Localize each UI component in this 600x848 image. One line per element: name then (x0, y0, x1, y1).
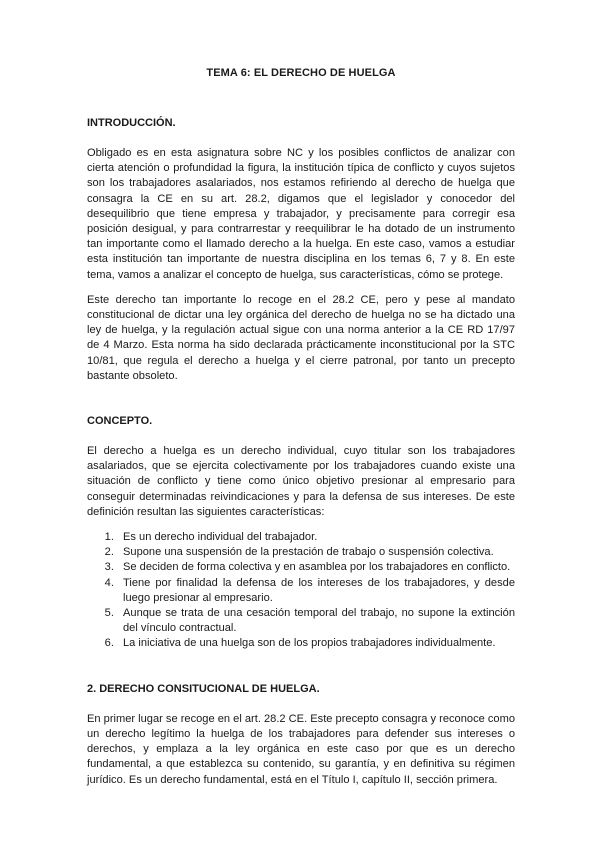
list-item: 1. Es un derecho individual del trabajador. (117, 530, 515, 545)
section-heading-introduccion: INTRODUCCIÓN. (87, 117, 176, 129)
list-item: 2. Supone una suspensión de la prestación de trabajo o suspensión colectiva. (117, 545, 515, 560)
introduccion-paragraph-2: Este derecho tan importante lo recoge en el 28.2 CE, pero y pese al mandato constitucional de dictar una ley orgánica del derecho de huelga no se ha dictado una ley de huelga, y la regulación actual sigue con una norma anterior a la CE RD 17/97 de 4 Marzo. Esta norma ha sido declarada prácticamente inconstitucional por la STC 10/81, que regula el derecho a huelga y el cierre patronal, por tanto un precepto bastante obsoleto. (87, 293, 515, 382)
list-item: 3. Se deciden de forma colectiva y en asamblea por los trabajadores en conflicto. (117, 560, 515, 575)
constitucional-paragraph: En primer lugar se recoge en el art. 28.2 CE. Este precepto consagra y reconoce como un derecho legítimo la huelga de los trabajadores para defender sus intereses o derechos, y emplaza a la ley orgánica en este caso por que es un derecho fundamental, a que establezca su contenido, su garantía, y en definitiva su régimen jurídico. Es un derecho fundamental, está en el Título I, capítulo II, sección primera. (87, 712, 515, 786)
list-item: 6. La iniciativa de una huelga son de los propios trabajadores individualmente. (117, 636, 515, 651)
list-item: 4. Tiene por finalidad la defensa de los intereses de los trabajadores, y desde luego presionar al empresario. (117, 576, 515, 606)
section-heading-concepto: CONCEPTO. (87, 415, 153, 428)
list-item: 5. Aunque se trata de una cesación temporal del trabajo, no supone la extinción del vínculo contractual. (117, 606, 515, 636)
document-title: TEMA 6: EL DERECHO DE HUELGA (206, 67, 396, 79)
section-heading-constitucional: 2. DERECHO CONSITUCIONAL DE HUELGA. (87, 682, 320, 695)
section-spacer (87, 394, 515, 414)
concepto-paragraph: El derecho a huelga es un derecho individual, cuyo titular son los trabajadores asalariados, que se ejercita colectivamente por los trabajadores cuando existe una situación de conflicto y tiene como único objetivo presionar al empresario para conseguir determinadas reivindicaciones y para la defensa de sus intereses. De este definición resultan las siguientes características: (87, 445, 515, 518)
introduccion-paragraph-1: Obligado es en esta asignatura sobre NC y los posibles conflictos de analizar con cierta atención o profundidad la figura, la institución típica de conflicto y cuyos sujetos son los trabajadores asalariados, nos estamos refiriendo al derecho de huelga que consagra la CE en su art. 28.2, digamos que el legislador y conocedor del desequilibrio que tiene empresa y trabajador, y precisamente para corregir esa posición desigual, y para contrarrestar y reequilibrar le ha dotado de un instrumento tan importante como el llamado derecho a la huelga. En este caso, vamos a estudiar esta institución tan importante de nuestra disciplina en los temas 6, 7 y 8. En este tema, vamos a analizar el concepto de huelga, sus características, cómo se protege. (87, 147, 515, 281)
section-spacer (87, 652, 515, 682)
characteristics-list (87, 530, 515, 652)
